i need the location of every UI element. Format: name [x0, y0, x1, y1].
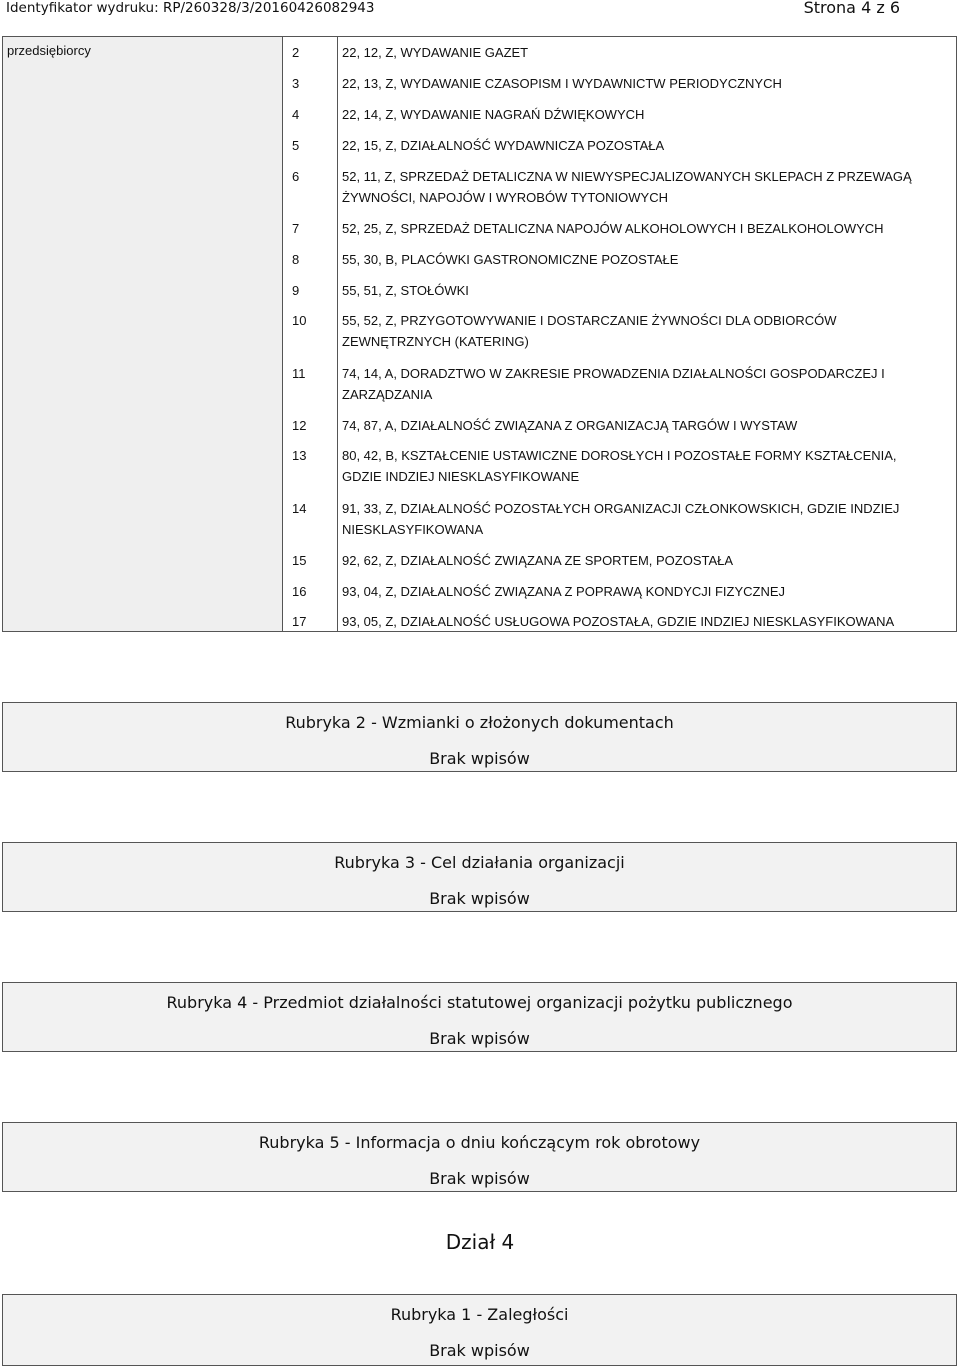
section-title: Rubryka 3 - Cel działania organizacji — [334, 853, 625, 872]
row-text — [342, 550, 932, 571]
pkd-label: przedsiębiorcy — [7, 43, 91, 58]
row-number: 17 — [292, 614, 307, 629]
section-title: Rubryka 1 - Zaległości — [390, 1305, 569, 1324]
row-text-line: 22, 13, Z, WYDAWANIE CZASOPISM I WYDAWNICTW PERIODYCZNYCH — [342, 76, 782, 91]
row-text-line: 74, 87, A, DZIAŁALNOŚĆ ZWIĄZANA Z ORGANIZACJĄ TARGÓW I WYSTAW — [342, 418, 798, 433]
section-value: Brak wpisów — [429, 1169, 530, 1188]
row-number: 3 — [292, 76, 300, 91]
row-text — [342, 135, 932, 156]
row-text — [342, 42, 932, 63]
row-number: 12 — [292, 418, 307, 433]
row-text — [342, 363, 932, 405]
row-text-line: ŻYWNOŚCI, NAPOJÓW I WYROBÓW TYTONIOWYCH — [342, 190, 668, 205]
row-text-line: 93, 05, Z, DZIAŁALNOŚĆ USŁUGOWA POZOSTAŁA, GDZIE INDZIEJ NIESKLASYFIKOWANA — [342, 614, 895, 629]
row-number: 7 — [292, 221, 300, 236]
section-rubryka-3 — [2, 842, 957, 912]
row-number: 13 — [292, 448, 307, 463]
section-value: Brak wpisów — [429, 889, 530, 908]
row-text — [342, 166, 932, 208]
section-title: Rubryka 5 - Informacja o dniu kończącym rok obrotowy — [258, 1133, 701, 1152]
row-text — [342, 73, 932, 94]
row-text-line: 55, 51, Z, STOŁÓWKI — [342, 283, 469, 298]
row-number: 6 — [292, 169, 300, 184]
row-number: 15 — [292, 553, 307, 568]
row-text-line: 55, 30, B, PLACÓWKI GASTRONOMICZNE POZOSTAŁE — [342, 252, 679, 267]
row-text — [342, 581, 932, 602]
row-text — [342, 498, 932, 540]
section-title: Rubryka 2 - Wzmianki o złożonych dokumentach — [285, 713, 674, 732]
row-number: 4 — [292, 107, 300, 122]
section-title: Rubryka 4 - Przedmiot działalności statutowej organizacji pożytku publicznego — [166, 993, 793, 1012]
section-rubryka-5 — [2, 1122, 957, 1192]
row-text — [342, 104, 932, 125]
section-value: Brak wpisów — [429, 1341, 530, 1360]
section-rubryka-4 — [2, 982, 957, 1052]
row-number: 5 — [292, 138, 300, 153]
row-text-line: 52, 11, Z, SPRZEDAŻ DETALICZNA W NIEWYSPECJALIZOWANYCH SKLEPACH Z PRZEWAGĄ — [342, 169, 912, 184]
dzial-heading: Dział 4 — [445, 1230, 515, 1254]
row-text — [342, 611, 932, 632]
pkd-label-cell — [3, 37, 283, 631]
row-text-line: 22, 14, Z, WYDAWANIE NAGRAŃ DŹWIĘKOWYCH — [342, 107, 645, 122]
row-text-line: 80, 42, B, KSZTAŁCENIE USTAWICZNE DOROSŁYCH I POZOSTAŁE FORMY KSZTAŁCENIA, — [342, 448, 897, 463]
row-text-line: NIESKLASYFIKOWANA — [342, 522, 484, 537]
row-text — [342, 280, 932, 301]
row-text — [342, 445, 932, 487]
row-number: 11 — [292, 366, 306, 381]
row-text-line: 22, 15, Z, DZIAŁALNOŚĆ WYDAWNICZA POZOSTAŁA — [342, 138, 665, 153]
page-number: Strona 4 z 6 — [803, 0, 900, 17]
row-number: 2 — [292, 45, 300, 60]
row-number: 10 — [292, 313, 307, 328]
pkd-table — [2, 36, 957, 632]
row-text — [342, 249, 932, 270]
row-number: 9 — [292, 283, 300, 298]
row-text — [342, 310, 932, 352]
row-text-line: 52, 25, Z, SPRZEDAŻ DETALICZNA NAPOJÓW ALKOHOLOWYCH I BEZALKOHOLOWYCH — [342, 221, 884, 236]
row-text-line: 93, 04, Z, DZIAŁALNOŚĆ ZWIĄZANA Z POPRAWĄ KONDYCJI FIZYCZNEJ — [342, 584, 786, 599]
row-text-line: 91, 33, Z, DZIAŁALNOŚĆ POZOSTAŁYCH ORGANIZACJI CZŁONKOWSKICH, GDZIE INDZIEJ — [342, 501, 900, 516]
row-text-line: GDZIE INDZIEJ NIESKLASYFIKOWANE — [342, 469, 580, 484]
section-value: Brak wpisów — [429, 749, 530, 768]
row-text-line: ZARZĄDZANIA — [342, 387, 433, 402]
pkd-number-column — [283, 37, 338, 631]
section-value: Brak wpisów — [429, 1029, 530, 1048]
print-header — [0, 0, 960, 22]
section-rubryka-2 — [2, 702, 957, 772]
row-number: 8 — [292, 252, 300, 267]
row-number: 14 — [292, 501, 307, 516]
row-text-line: 92, 62, Z, DZIAŁALNOŚĆ ZWIĄZANA ZE SPORTEM, POZOSTAŁA — [342, 553, 734, 568]
row-text — [342, 218, 932, 239]
row-text-line: ZEWNĘTRZNYCH (KATERING) — [342, 334, 529, 349]
row-text-line: 22, 12, Z, WYDAWANIE GAZET — [342, 45, 529, 60]
print-identifier: Identyfikator wydruku: RP/260328/3/20160426082943 — [6, 0, 375, 16]
row-text-line: 55, 52, Z, PRZYGOTOWYWANIE I DOSTARCZANIE ŻYWNOŚCI DLA ODBIORCÓW — [342, 313, 837, 328]
row-number: 16 — [292, 584, 307, 599]
row-text — [342, 415, 932, 436]
section-dzial4-rubryka-1 — [2, 1294, 957, 1366]
row-text-line: 74, 14, A, DORADZTWO W ZAKRESIE PROWADZENIA DZIAŁALNOŚCI GOSPODARCZEJ I — [342, 366, 885, 381]
